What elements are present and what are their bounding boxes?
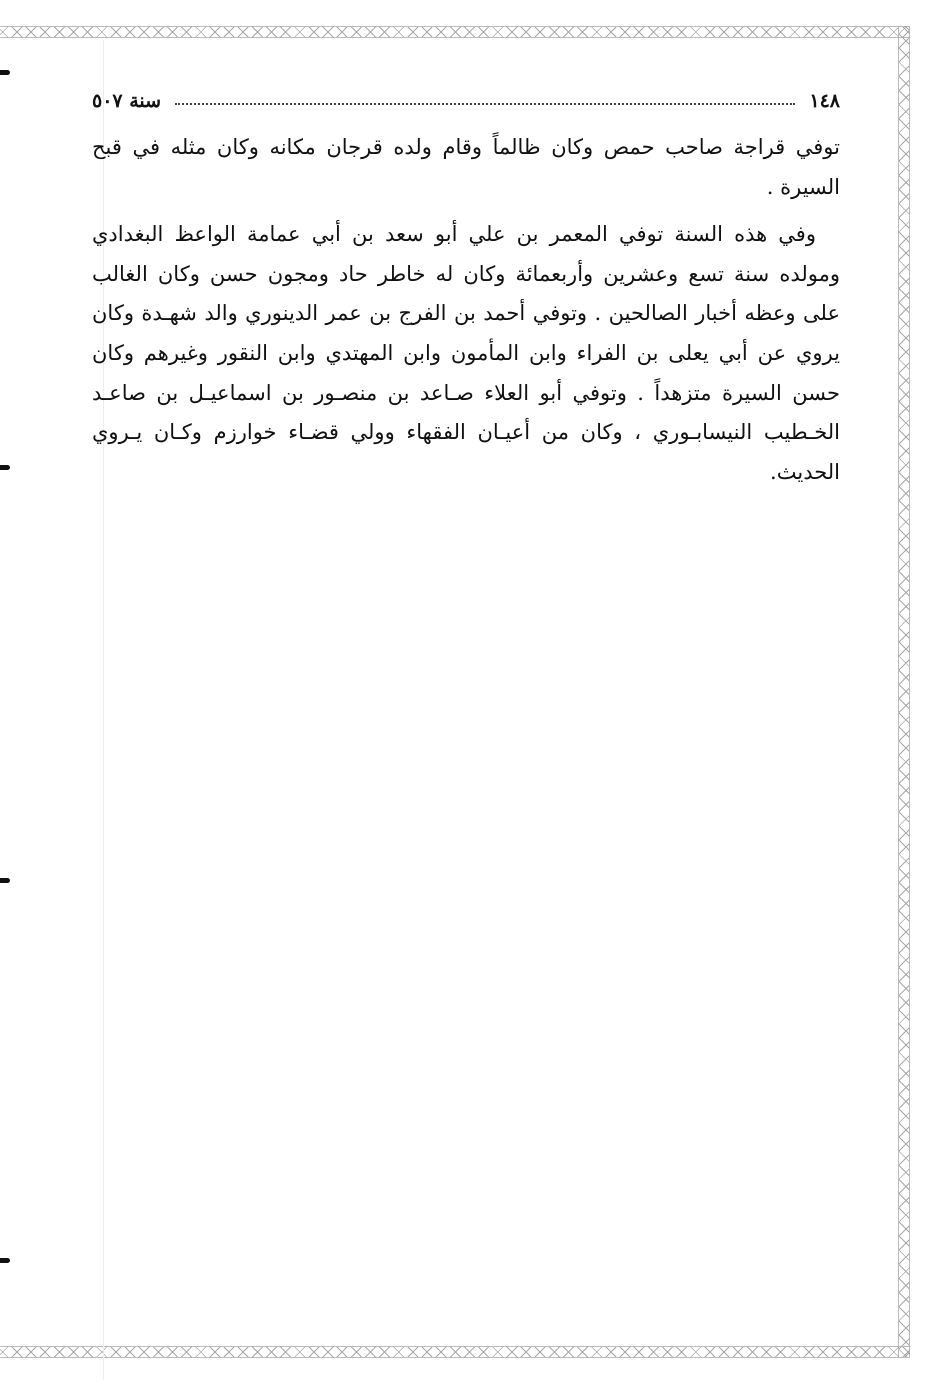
decorative-border-top xyxy=(0,26,910,38)
header-dot-leader xyxy=(175,103,795,105)
paragraph: توفي قراجة صاحب حمص وكان ظالماً وقام ولده قرجان مكانه وكان مثله في قبح السيرة . xyxy=(92,135,840,199)
binder-mark xyxy=(0,465,10,470)
main-text xyxy=(92,128,840,492)
binder-mark xyxy=(0,878,10,883)
page-header xyxy=(92,86,840,116)
paragraph: وفي هذه السنة توفي المعمر بن علي أبو سعد بن أبي عمامة الواعظ البغدادي ومولده سنة تسع وعشرين وأربعمائة وكان له خاطر حاد ومجون حسن وكان الغالب على وعظه أخبار الصالحين . وتوفي أحمد بن الفرج بن عمر الدينوري والد شهـدة وكان يروي عن أبي يعلى بن الفراء وابن المأمون وابن المهتدي وابن النقور وغيرهم وكان حسن السيرة متزهداً . وتوفي أبو العلاء صـاعد بن منصـور بن اسماعيـل بن صاعـد الخـطيب النيسابـوري ، وكان من أعيـان الفقهاء وولي قضـاء خوارزم وكـان يـروي الحديث. xyxy=(92,222,840,484)
decorative-border-right xyxy=(898,26,910,1357)
binder-mark xyxy=(0,1258,10,1263)
decorative-border-bottom xyxy=(0,1346,910,1358)
running-header: سنة ٥٠٧ xyxy=(92,90,162,112)
binder-mark xyxy=(0,70,10,75)
page-number: ١٤٨ xyxy=(809,90,840,112)
